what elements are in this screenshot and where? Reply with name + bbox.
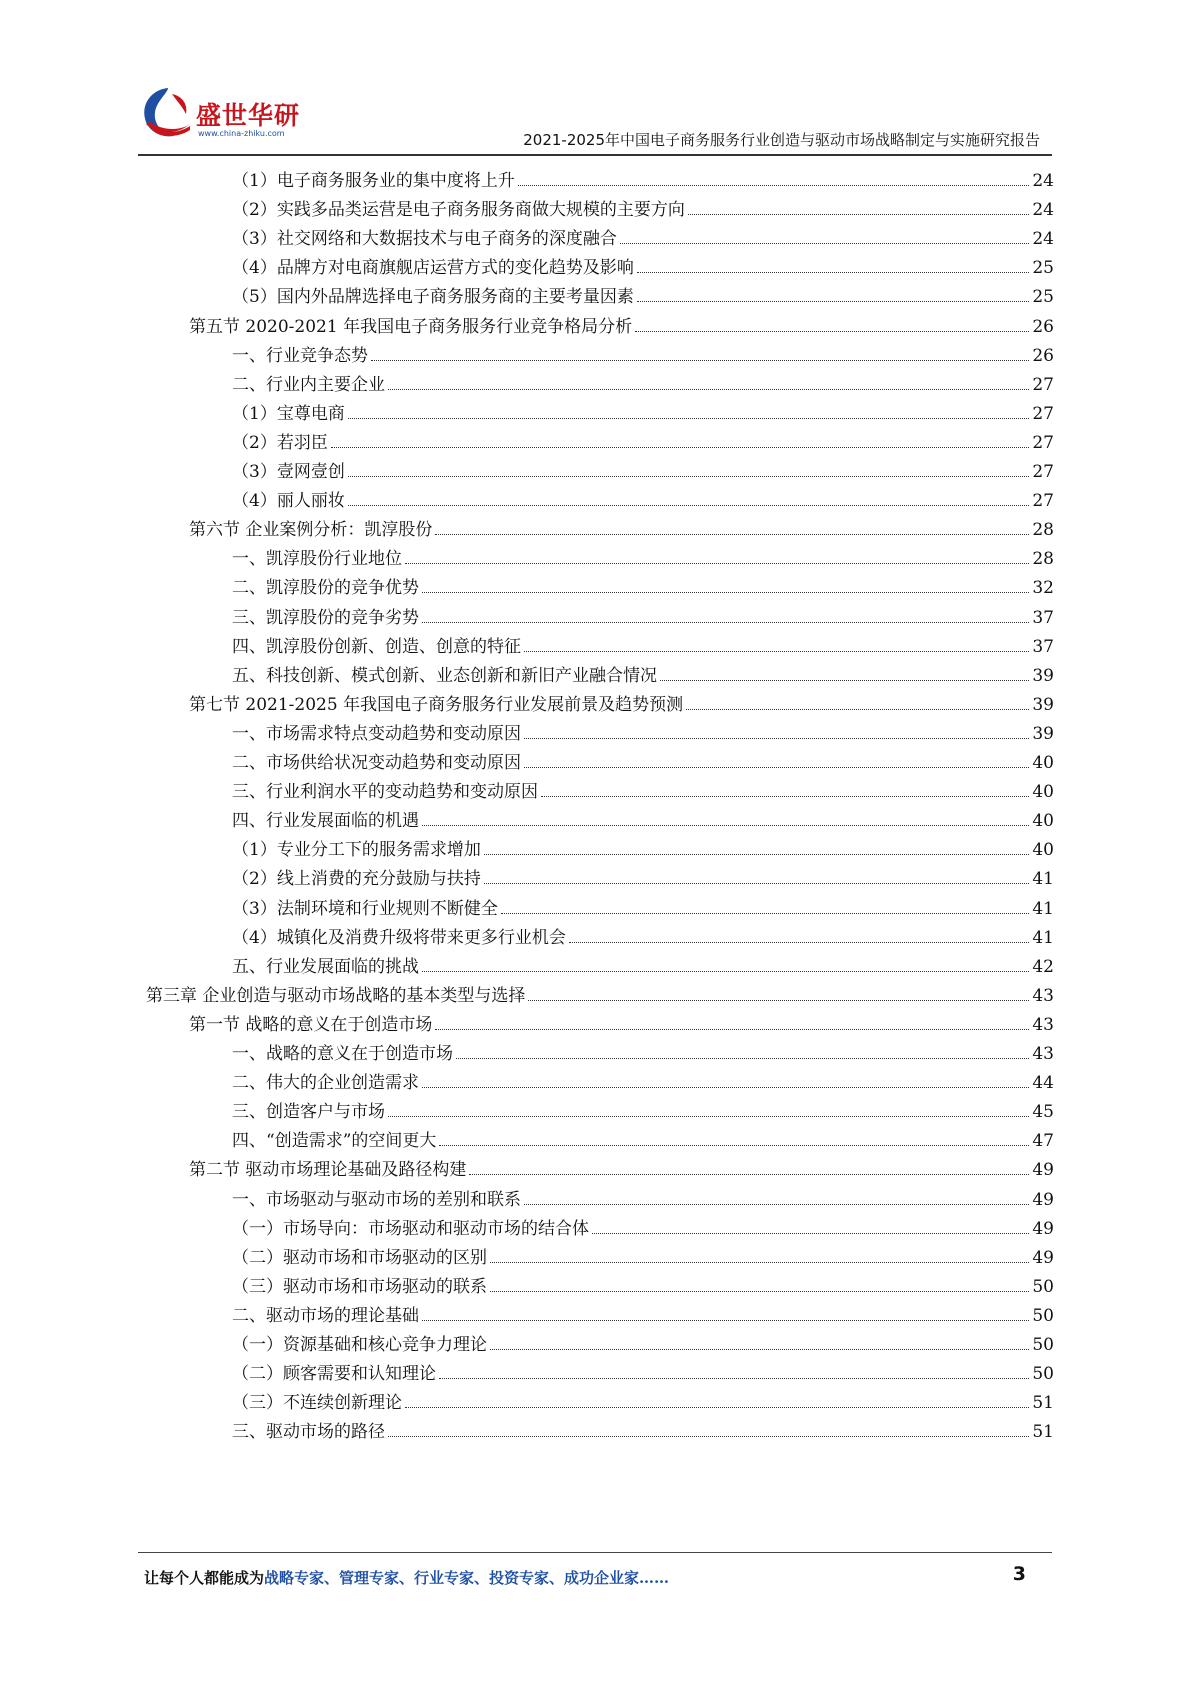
toc-entry-title: （4）城镇化及消费升级将带来更多行业机会 [232, 927, 566, 948]
toc-entry-page: 43 [1032, 1014, 1054, 1035]
toc-entry-title: （二）顾客需要和认知理论 [232, 1364, 436, 1385]
toc-entry[interactable] [232, 860, 1054, 890]
toc-dot-leader [524, 767, 1029, 768]
toc-dot-leader [348, 418, 1029, 419]
toc-entry-page: 40 [1032, 782, 1054, 803]
toc-entry[interactable] [232, 1384, 1054, 1414]
toc-entry-title: 五、科技创新、模式创新、业态创新和新旧产业融合情况 [232, 665, 657, 686]
toc-entry[interactable] [232, 1413, 1054, 1443]
toc-entry[interactable] [189, 1006, 1054, 1036]
toc-entry[interactable] [189, 686, 1054, 716]
toc-entry[interactable] [232, 1297, 1054, 1327]
toc-dot-leader [524, 651, 1029, 652]
toc-entry-title: 第五节 2020-2021 年我国电子商务服务行业竞争格局分析 [189, 316, 633, 337]
toc-entry-page: 27 [1032, 462, 1054, 482]
toc-entry-title: （1）专业分工下的服务需求增加 [232, 840, 481, 861]
toc-entry-page: 28 [1032, 520, 1054, 541]
toc-dot-leader [490, 1262, 1029, 1263]
toc-entry-page: 26 [1032, 345, 1054, 366]
toc-entry-page: 28 [1032, 549, 1054, 570]
toc-entry[interactable] [232, 1268, 1054, 1298]
toc-entry-title: 一、战略的意义在于创造市场 [232, 1044, 453, 1064]
logo-url: www.china-zhiku.com [198, 129, 285, 138]
toc-dot-leader [484, 854, 1029, 855]
toc-dot-leader [686, 709, 1029, 710]
toc-dot-leader [501, 913, 1029, 914]
toc-entry-page: 40 [1032, 811, 1054, 832]
toc-entry[interactable] [232, 890, 1054, 920]
toc-entry-title: 第六节 企业案例分析：凯淳股份 [189, 520, 433, 541]
toc-dot-leader [484, 883, 1029, 884]
toc-entry-title: （1）宝尊电商 [232, 403, 345, 424]
toc-entry-title: （1）电子商务服务业的集中度将上升 [232, 171, 515, 191]
toc-entry-page: 25 [1032, 258, 1054, 279]
toc-entry-page: 50 [1032, 1364, 1054, 1385]
toc-entry-page: 51 [1032, 1393, 1054, 1414]
toc-entry-title: 一、行业竞争态势 [232, 345, 368, 366]
toc-entry[interactable] [232, 628, 1054, 658]
toc-entry[interactable] [232, 453, 1054, 483]
toc-entry[interactable] [232, 599, 1054, 629]
toc-dot-leader [388, 1436, 1029, 1437]
toc-entry-title: 二、驱动市场的理论基础 [232, 1305, 419, 1326]
report-title: 2021-2025年中国电子商务服务行业创造与驱动市场战略制定与实施研究报告 [523, 131, 1040, 149]
toc-entry[interactable] [232, 366, 1054, 396]
toc-entry-title: 一、市场需求特点变动趋势和变动原因 [232, 723, 521, 744]
toc-dot-leader [422, 971, 1029, 972]
footer-slogan [144, 1567, 669, 1588]
toc-entry[interactable] [232, 773, 1054, 803]
toc-dot-leader [490, 1349, 1029, 1350]
toc-entry-page: 50 [1032, 1335, 1054, 1355]
toc-dot-leader [620, 243, 1029, 244]
toc-entry-page: 24 [1032, 200, 1054, 221]
toc-entry[interactable] [232, 162, 1054, 192]
toc-entry-page: 47 [1032, 1131, 1054, 1152]
logo-emblem-icon [138, 84, 198, 144]
toc-entry-page: 24 [1032, 171, 1054, 191]
toc-entry[interactable] [189, 1151, 1054, 1181]
toc-entry[interactable] [232, 424, 1054, 454]
toc-dot-leader [439, 1145, 1029, 1146]
toc-entry-title: 第七节 2021-2025 年我国电子商务服务行业发展前景及趋势预测 [189, 694, 684, 715]
toc-dot-leader [422, 622, 1029, 623]
toc-dot-leader [405, 563, 1029, 564]
toc-entry[interactable] [232, 744, 1054, 774]
company-logo [138, 84, 338, 150]
toc-entry-title: （4）丽人丽妆 [232, 491, 345, 512]
toc-entry-page: 42 [1032, 956, 1054, 977]
toc-entry[interactable] [232, 278, 1054, 308]
toc-entry[interactable] [232, 1210, 1054, 1240]
toc-entry-title: （2）线上消费的充分鼓励与扶持 [232, 869, 481, 890]
toc-dot-leader [524, 738, 1029, 739]
toc-entry-page: 37 [1032, 607, 1054, 628]
toc-entry-title: 二、凯淳股份的竞争优势 [232, 578, 419, 599]
toc-entry-page: 40 [1032, 840, 1054, 861]
toc-entry-title: 五、行业发展面临的挑战 [232, 956, 419, 977]
toc-entry[interactable] [232, 1181, 1054, 1211]
logo-text: 盛世华研 [196, 101, 301, 130]
toc-entry[interactable] [232, 1355, 1054, 1385]
toc-entry-page: 24 [1032, 229, 1054, 250]
toc-entry-title: 四、凯淳股份创新、创造、创意的特征 [232, 636, 521, 657]
toc-entry-title: 二、伟大的企业创造需求 [232, 1073, 419, 1094]
toc-entry-title: 二、市场供给状况变动趋势和变动原因 [232, 753, 521, 773]
toc-entry-title: 四、“创造需求”的空间更大 [232, 1131, 437, 1152]
toc-dot-leader [469, 1174, 1029, 1175]
toc-dot-leader [371, 360, 1029, 361]
toc-dot-leader [422, 1087, 1029, 1088]
toc-entry-page: 50 [1032, 1305, 1054, 1326]
toc-entry-title: 第三章 企业创造与驱动市场战略的基本类型与选择 [146, 985, 526, 1006]
toc-entry[interactable] [232, 715, 1054, 745]
toc-entry-page: 49 [1032, 1247, 1054, 1268]
toc-entry[interactable] [189, 511, 1054, 541]
toc-dot-leader [422, 825, 1029, 826]
toc-entry-page: 26 [1032, 316, 1054, 337]
toc-entry-page: 27 [1032, 374, 1054, 395]
toc-entry-page: 39 [1032, 665, 1054, 686]
toc-entry-page: 27 [1032, 432, 1054, 453]
toc-dot-leader [439, 1378, 1029, 1379]
toc-entry-page: 43 [1032, 1044, 1054, 1064]
toc-entry-page: 49 [1032, 1160, 1054, 1181]
toc-dot-leader [660, 680, 1029, 681]
toc-entry-title: （2）若羽臣 [232, 432, 328, 453]
toc-entry-page: 51 [1032, 1422, 1054, 1443]
toc-dot-leader [635, 331, 1029, 332]
toc-entry-page: 45 [1032, 1102, 1054, 1123]
toc-entry-page: 41 [1032, 898, 1054, 919]
toc-entry[interactable] [232, 249, 1054, 279]
toc-entry-title: （三）驱动市场和市场驱动的联系 [232, 1276, 487, 1297]
toc-dot-leader [518, 185, 1029, 186]
toc-entry-page: 40 [1032, 753, 1054, 773]
toc-entry-title: 三、驱动市场的路径 [232, 1422, 385, 1443]
toc-dot-leader [490, 1291, 1029, 1292]
toc-entry[interactable] [232, 482, 1054, 512]
toc-entry-page: 50 [1032, 1276, 1054, 1297]
toc-entry-page: 49 [1032, 1218, 1054, 1239]
toc-dot-leader [569, 942, 1029, 943]
toc-entry-title: （一）资源基础和核心竞争力理论 [232, 1335, 487, 1355]
toc-entry[interactable] [232, 657, 1054, 687]
toc-dot-leader [422, 1320, 1029, 1321]
toc-dot-leader [637, 301, 1029, 302]
toc-dot-leader [592, 1233, 1029, 1234]
toc-entry[interactable] [232, 1326, 1054, 1356]
footer-slogan-prefix: 让每个人都能成为 [144, 1569, 265, 1587]
toc-entry[interactable] [232, 831, 1054, 861]
toc-entry-page: 27 [1032, 403, 1054, 424]
toc-entry[interactable] [232, 802, 1054, 832]
toc-dot-leader [688, 214, 1029, 215]
toc-dot-leader [388, 389, 1029, 390]
toc-entry[interactable] [232, 948, 1054, 978]
toc-entry-title: 一、市场驱动与驱动市场的差别和联系 [232, 1189, 521, 1210]
toc-entry[interactable] [232, 919, 1054, 949]
toc-entry-title: 二、行业内主要企业 [232, 374, 385, 395]
toc-entry-page: 43 [1032, 985, 1054, 1006]
toc-entry[interactable] [189, 308, 1054, 338]
toc-dot-leader [528, 1000, 1029, 1001]
toc-dot-leader [348, 505, 1029, 506]
toc-dot-leader [637, 272, 1029, 273]
toc-entry-page: 32 [1032, 578, 1054, 599]
header-divider [138, 154, 1052, 156]
toc-entry-page: 44 [1032, 1073, 1054, 1094]
toc-entry[interactable] [232, 1122, 1054, 1152]
toc-entry[interactable] [232, 1239, 1054, 1269]
toc-entry-page: 39 [1032, 723, 1054, 744]
toc-entry-page: 25 [1032, 287, 1054, 308]
toc-dot-leader [331, 447, 1029, 448]
toc-entry-title: （4）品牌方对电商旗舰店运营方式的变化趋势及影响 [232, 258, 634, 279]
footer-divider [138, 1552, 1052, 1553]
toc-dot-leader [435, 534, 1029, 535]
toc-dot-leader [456, 1058, 1029, 1059]
toc-entry[interactable] [232, 540, 1054, 570]
toc-dot-leader [422, 592, 1029, 593]
toc-entry-title: （3）法制环境和行业规则不断健全 [232, 898, 498, 919]
toc-entry-page: 49 [1032, 1189, 1054, 1210]
toc-entry-title: （二）驱动市场和市场驱动的区别 [232, 1247, 487, 1268]
toc-dot-leader [435, 1029, 1029, 1030]
toc-entry-title: （三）不连续创新理论 [232, 1393, 402, 1414]
toc-entry-page: 39 [1032, 694, 1054, 715]
toc-entry[interactable] [232, 191, 1054, 221]
toc-entry-page: 41 [1032, 869, 1054, 890]
toc-entry[interactable] [232, 395, 1054, 425]
toc-entry-title: 一、凯淳股份行业地位 [232, 549, 402, 570]
toc-entry-title: 三、行业利润水平的变动趋势和变动原因 [232, 782, 538, 803]
toc-entry-page: 27 [1032, 491, 1054, 512]
toc-entry-title: 三、凯淳股份的竞争劣势 [232, 607, 419, 628]
page-number: 3 [1012, 1563, 1026, 1585]
toc-entry-title: 第一节 战略的意义在于创造市场 [189, 1014, 433, 1035]
toc-entry-title: 三、创造客户与市场 [232, 1102, 385, 1123]
toc-entry[interactable] [232, 220, 1054, 250]
toc-entry[interactable] [146, 977, 1054, 1007]
toc-entry-title: 四、行业发展面临的机遇 [232, 811, 419, 832]
toc-dot-leader [524, 1204, 1029, 1205]
footer-slogan-highlight: 战略专家、管理专家、行业专家、投资专家、成功企业家…… [264, 1569, 670, 1587]
toc-entry-title: （3）壹网壹创 [232, 462, 345, 482]
toc-entry[interactable] [232, 1064, 1054, 1094]
toc-entry-page: 41 [1032, 927, 1054, 948]
toc-dot-leader [405, 1407, 1029, 1408]
toc-dot-leader [388, 1116, 1029, 1117]
toc-entry-page: 37 [1032, 636, 1054, 657]
toc-entry-title: （5）国内外品牌选择电子商务服务商的主要考量因素 [232, 287, 634, 308]
toc-entry[interactable] [232, 1035, 1054, 1065]
toc-entry-title: （一）市场导向：市场驱动和驱动市场的结合体 [232, 1218, 589, 1239]
toc-dot-leader [541, 796, 1029, 797]
toc-entry-title: （2）实践多品类运营是电子商务服务商做大规模的主要方向 [232, 200, 685, 221]
toc-entry[interactable] [232, 569, 1054, 599]
toc-entry-title: （3）社交网络和大数据技术与电子商务的深度融合 [232, 229, 617, 250]
toc-entry-title: 第二节 驱动市场理论基础及路径构建 [189, 1160, 467, 1181]
toc-entry[interactable] [232, 1093, 1054, 1123]
toc-dot-leader [348, 476, 1029, 477]
toc-entry[interactable] [232, 337, 1054, 367]
